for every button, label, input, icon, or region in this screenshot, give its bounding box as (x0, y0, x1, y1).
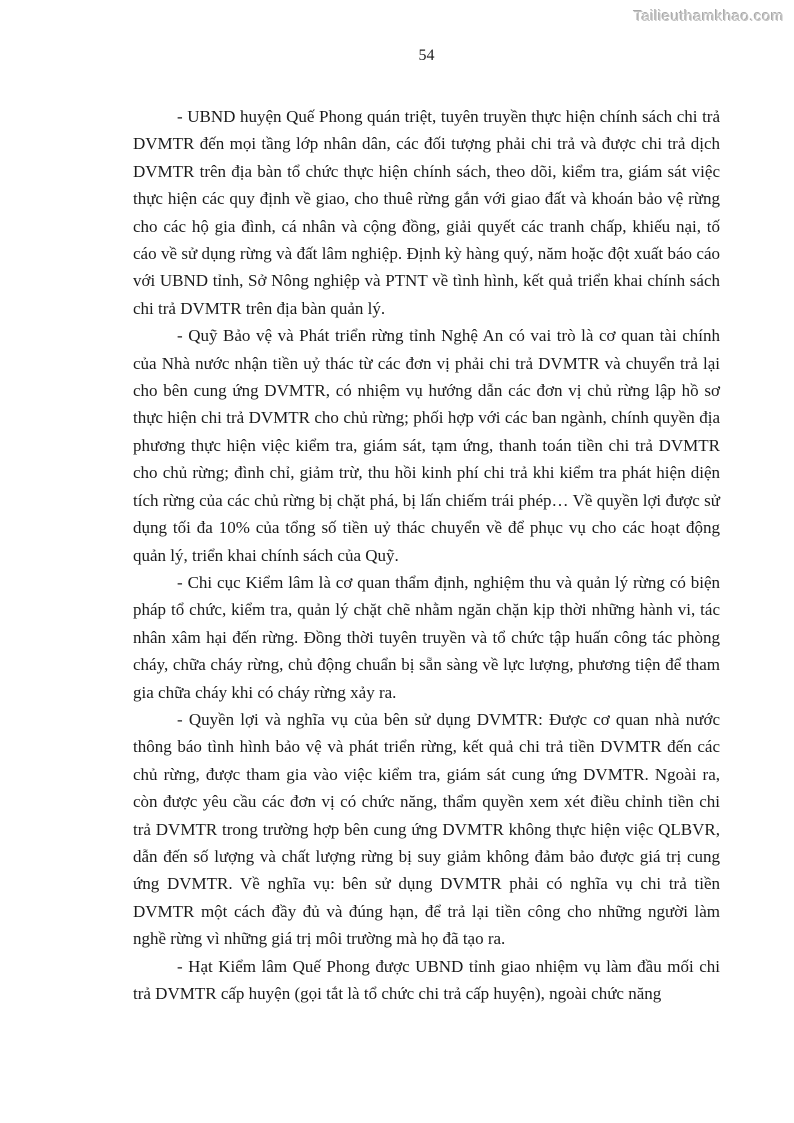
document-body (133, 103, 720, 1007)
paragraph-ubnd-huyen: - UBND huyện Quế Phong quán triệt, tuyên truyền thực hiện chính sách chi trả DVMTR đến mọi tầng lớp nhân dân, các đối tượng phải chi trả và được chi trả dịch DVMTR trên địa bàn tổ chức thực hiện chính sách, theo dõi, kiểm tra, giám sát việc thực hiện các quy định về giao, cho thuê rừng gắn với giao đất và khoán bảo vệ rừng cho các hộ gia đình, cá nhân và cộng đồng, giải quyết các tranh chấp, khiếu nại, tố cáo về sử dụng rừng và đất lâm nghiệp. Định kỳ hàng quý, năm hoặc đột xuất báo cáo với UBND tỉnh, Sở Nông nghiệp và PTNT về tình hình, kết quả triển khai chính sách chi trả DVMTR trên địa bàn quản lý. (133, 107, 720, 318)
watermark-text: Tailieuthamkhao.com (633, 8, 784, 25)
paragraph-quy-bao-ve: - Quỹ Bảo vệ và Phát triển rừng tỉnh Nghệ An có vai trò là cơ quan tài chính của Nhà nước nhận tiền uỷ thác từ các đơn vị phải chi trả DVMTR và chuyển trả lại cho bên cung ứng DVMTR, có nhiệm vụ hướng dẫn các đơn vị chủ rừng lập hồ sơ thực hiện chi trả DVMTR cho chủ rừng; phối hợp với các ban ngành, chính quyền địa phương thực hiện việc kiểm tra, giám sát, tạm ứng, thanh toán tiền chi trả DVMTR cho chủ rừng; đình chỉ, giảm trừ, thu hồi kinh phí chi trả khi kiểm tra phát hiện diện tích rừng của các chủ rừng bị chặt phá, bị lấn chiếm trái phép… Về quyền lợi được sử dụng tối đa 10% của tổng số tiền uỷ thác chuyển về để phục vụ cho các hoạt động quản lý, triển khai chính sách của Quỹ. (133, 326, 720, 565)
paragraph-hat-kiem-lam: - Hạt Kiểm lâm Quế Phong được UBND tỉnh giao nhiệm vụ làm đầu mối chi trả DVMTR cấp huyện (gọi tắt là tổ chức chi trả cấp huyện), ngoài chức năng (133, 956, 720, 1003)
page-number: 54 (418, 47, 435, 64)
paragraph-chi-cuc-kiem-lam: - Chi cục Kiểm lâm là cơ quan thẩm định, nghiệm thu và quản lý rừng có biện pháp tổ chức, kiểm tra, quản lý chặt chẽ nhằm ngăn chặn kịp thời những hành vi, tác nhân xâm hại đến rừng. Đồng thời tuyên truyền và tổ chức tập huấn công tác phòng cháy, chữa cháy rừng, chủ động chuẩn bị sẵn sàng về lực lượng, phương tiện để tham gia chữa cháy khi có cháy rừng xảy ra. (133, 572, 720, 702)
paragraph-quyen-loi-nghia-vu: - Quyền lợi và nghĩa vụ của bên sử dụng DVMTR: Được cơ quan nhà nước thông báo tình hình bảo vệ và phát triển rừng, kết quả chi trả tiền DVMTR đến các chủ rừng, được tham gia vào việc kiểm tra, giám sát cung ứng DVMTR. Ngoài ra, còn được yêu cầu các đơn vị có chức năng, thẩm quyền xem xét điều chỉnh tiền chi trả DVMTR trong trường hợp bên cung ứng DVMTR không thực hiện việc QLBVR, dẫn đến số lượng và chất lượng rừng bị suy giảm không đảm bảo được giá trị cung ứng DVMTR. Về nghĩa vụ: bên sử dụng DVMTR phải có nghĩa vụ chi trả tiền DVMTR một cách đầy đủ và đúng hạn, để trả lại tiền công cho những người làm nghề rừng vì những giá trị môi trường mà họ đã tạo ra. (133, 709, 720, 949)
